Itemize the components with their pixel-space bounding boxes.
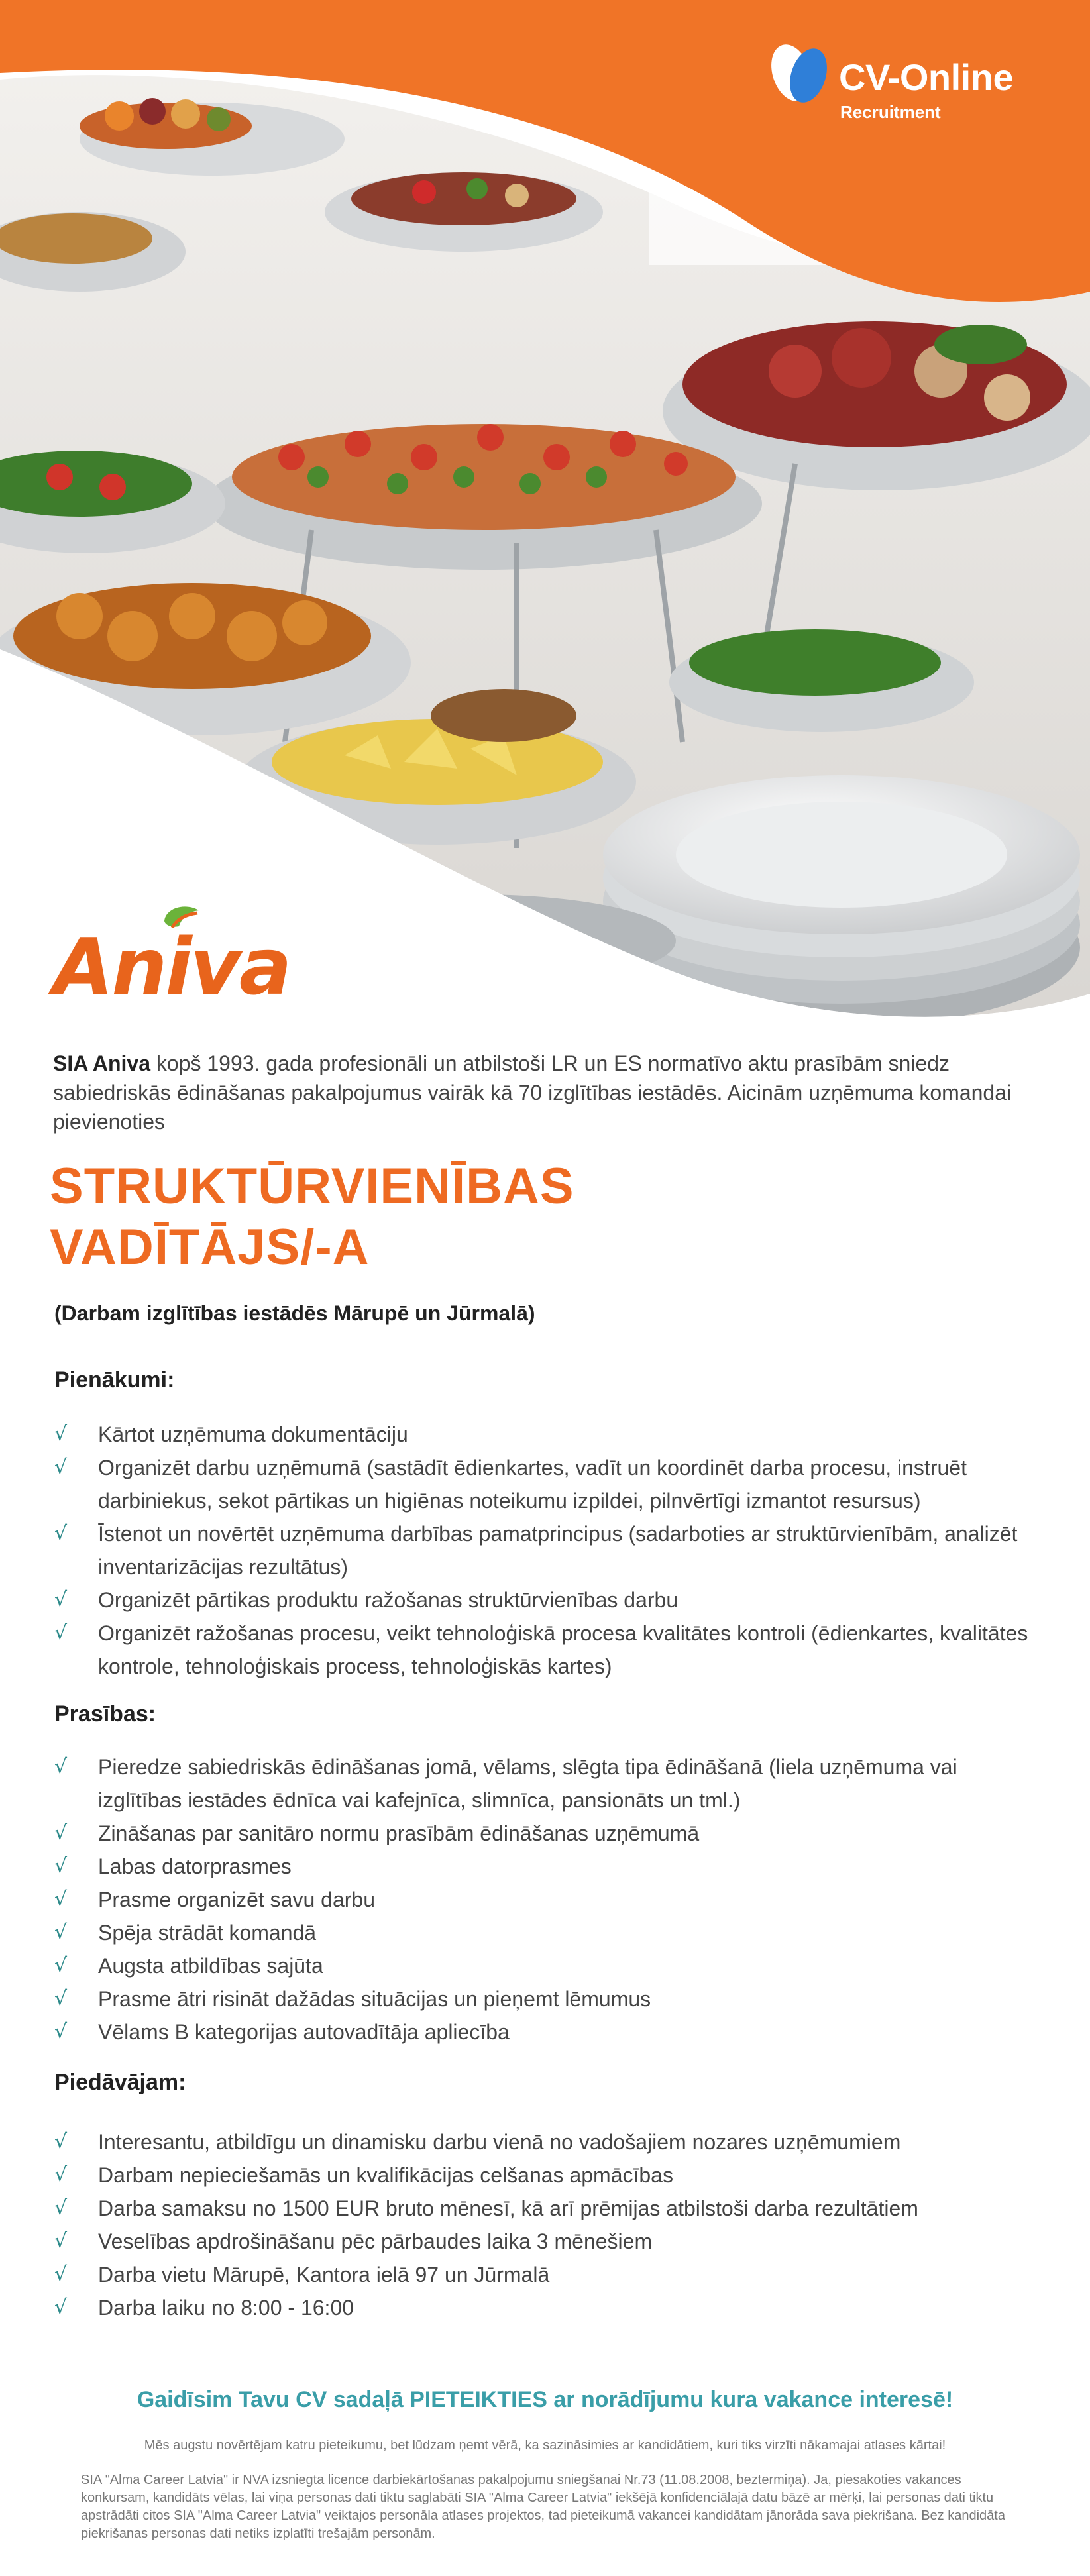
job-title-line2: VADĪTĀJS/-A — [50, 1219, 370, 1275]
check-icon: √ — [54, 1954, 68, 1977]
list-item: √ Zināšanas par sanitāro normu prasībām ēdināšanas uzņēmumā — [54, 1817, 1035, 1850]
check-icon: √ — [54, 1422, 68, 1446]
benefits-list — [54, 2125, 1035, 2324]
check-icon: √ — [54, 1821, 68, 1845]
list-item: √ Prasme organizēt savu darbu — [54, 1883, 1035, 1916]
list-item: √ Darba laiku no 8:00 - 16:00 — [54, 2291, 1035, 2324]
legal-notice: SIA "Alma Career Latvia" ir NVA izsniegta licence darbiekārtošanas pakalpojumu sniegšanai Nr.73 (11.08.2008, beztermiņa). Ja, piesakoties vakances konkursam, kandidāts vēlas, lai viņa personas dati tiktu saglabāti SIA "Alma Career Latvia" iekšējā konfidenciālajā datu bāzē ar mērķi, lai personas dati tiktu apstrādāti citos SIA "Alma Career Latvia" veiktajos personāla atlases projektos, tad pieteikumā vakancei kandidātam jānorāda sava piekrišana. Bez kandidāta piekrišanas personas dati netiks izplatīti trešajām personām. — [81, 2473, 1005, 2541]
list-item: √ Organizēt ražošanas procesu, veikt tehnoloģiskā procesa kvalitātes kontroli (ēdienkartes, kvalitātes kontrole, tehnoloģiskais process, tehnoloģiskās kartes) — [54, 1617, 1035, 1683]
check-icon: √ — [54, 1621, 68, 1644]
company-name: SIA Aniva — [53, 1051, 150, 1075]
cv-online-logo[interactable] — [769, 41, 1047, 121]
list-item: √ Prasme ātri risināt dažādas situācijas un pieņemt lēmumus — [54, 1982, 1035, 2015]
aniva-wordmark: Aniva — [53, 921, 290, 1012]
check-icon: √ — [54, 2020, 68, 2043]
company-intro — [53, 1049, 1034, 1136]
check-icon: √ — [54, 2163, 68, 2186]
aniva-logo — [53, 901, 305, 1012]
check-icon: √ — [54, 1854, 68, 1878]
list-item: √ Veselības apdrošināšanu pēc pārbaudes laika 3 mēnešiem — [54, 2225, 1035, 2258]
list-item: √ Vēlams B kategorijas autovadītāja apliecība — [54, 2015, 1035, 2049]
requirements-heading: Prasības: — [54, 1701, 156, 1727]
list-item: √ Darbam nepieciešamās un kvalifikācijas celšanas apmācības — [54, 2159, 1035, 2192]
job-title-line1: STRUKTŪRVIENĪBAS — [50, 1158, 574, 1214]
duties-heading: Pienākumi: — [54, 1368, 175, 1393]
list-item: √ Pieredze sabiedriskās ēdināšanas jomā, vēlams, slēgta tipa ēdināšanā (liela uzņēmuma vai izglītības iestādes ēdnīca vai kafejnīca, slimnīca, pansionāts un tml.) — [54, 1750, 1035, 1817]
job-title — [50, 1156, 1030, 1278]
list-item: √ Kārtot uzņēmuma dokumentāciju — [54, 1418, 1035, 1451]
check-icon: √ — [54, 2229, 68, 2253]
check-icon: √ — [54, 2130, 68, 2153]
list-item: √ Organizēt darbu uzņēmumā (sastādīt ēdienkartes, vadīt un koordinēt darba procesu, instruēt darbiniekus, sekot pārtikas un higiēnas noteikumu izpildei, pilnvērtīgi izmantot resursus) — [54, 1451, 1035, 1517]
check-icon: √ — [54, 1755, 68, 1778]
apply-call-to-action: Gaidīsim Tavu CV sadaļā PIETEIKTIES ar norādījumu kura vakance interesē! — [136, 2387, 954, 2412]
requirements-list — [54, 1750, 1035, 2049]
hero-illustration — [0, 0, 1090, 1034]
check-icon: √ — [54, 1987, 68, 2010]
cv-online-tagline: Recruitment — [840, 102, 941, 122]
list-item: √ Interesantu, atbildīgu un dinamisku darbu vienā no vadošajiem nozares uzņēmumiem — [54, 2125, 1035, 2159]
check-icon: √ — [54, 1921, 68, 1944]
check-icon: √ — [54, 1456, 68, 1479]
list-item: √ Organizēt pārtikas produktu ražošanas struktūrvienības darbu — [54, 1583, 1035, 1617]
list-item: √ Spēja strādāt komandā — [54, 1916, 1035, 1949]
list-item: √ Īstenot un novērtēt uzņēmuma darbības pamatprincipus (sadarboties ar struktūrvienībām, analizēt inventarizācijas rezultātus) — [54, 1517, 1035, 1583]
list-item: √ Augsta atbildības sajūta — [54, 1949, 1035, 1982]
list-item: √ Darba samaksu no 1500 EUR bruto mēnesī, kā arī prēmijas atbilstoši darba rezultātiem — [54, 2192, 1035, 2225]
list-item: √ Labas datorprasmes — [54, 1850, 1035, 1883]
check-icon: √ — [54, 1888, 68, 1911]
list-item: √ Darba vietu Mārupē, Kantora ielā 97 un Jūrmalā — [54, 2258, 1035, 2291]
cv-online-mark-icon — [769, 41, 832, 107]
check-icon: √ — [54, 1588, 68, 1611]
job-location-subtitle: (Darbam izglītības iestādēs Mārupē un Jūrmalā) — [54, 1301, 535, 1325]
check-icon: √ — [54, 2263, 68, 2286]
intro-text: kopš 1993. gada profesionāli un atbilstoši LR un ES normatīvo aktu prasībām sniedz sabiedriskās ēdināšanas pakalpojumus vairāk kā 70 izglītības iestādēs. Aicinām uzņēmuma komandai pievienoties — [53, 1051, 1012, 1134]
check-icon: √ — [54, 2296, 68, 2319]
cv-online-name: CV-Online — [839, 56, 1014, 98]
hero-banner — [0, 0, 1090, 1034]
duties-list — [54, 1418, 1035, 1683]
benefits-heading: Piedāvājam: — [54, 2070, 186, 2095]
check-icon: √ — [54, 1522, 68, 1545]
selection-note: Mēs augstu novērtējam katru pieteikumu, bet lūdzam ņemt vērā, ka sazināsimies ar kandidātiem, kuri tiks virzīti nākamajai atlases kārtai! — [144, 2438, 946, 2453]
check-icon: √ — [54, 2196, 68, 2220]
